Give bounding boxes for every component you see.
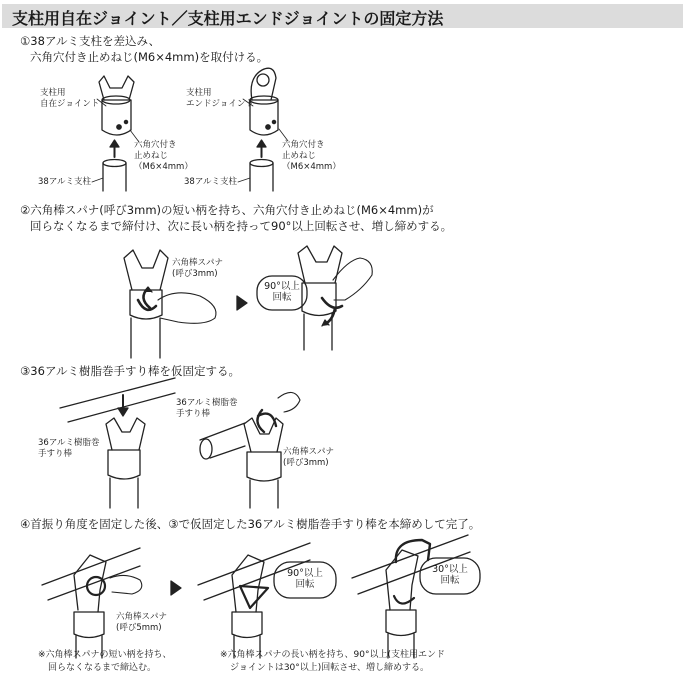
label-rotation-30: 30°以上 回転 [432, 564, 468, 586]
step4-left-illustration [42, 548, 142, 658]
step3-line1: ③36アルミ樹脂巻手すり棒を仮固定する。 [20, 364, 240, 378]
label-wrench-3mm: 六角棒スパナ (呼び3mm) [172, 258, 224, 279]
label-end-joint: 支柱用 エンドジョイント [186, 88, 254, 109]
step2-line1: ②六角棒スパナ(呼び3mm)の短い柄を持ち、六角穴付き止めねじ(M6×4mm)が [20, 203, 434, 217]
label-screw-b: 六角穴付き 止めねじ （M6×4mm） [282, 140, 341, 172]
step1-line2: 六角穴付き止めねじ(M6×4mm)を取付ける。 [30, 50, 269, 64]
label-pole-b: 38アルミ支柱 [184, 177, 237, 187]
free-joint-illustration [99, 76, 134, 191]
label-pole-a: 38アルミ支柱 [38, 177, 91, 187]
end-joint-illustration [250, 68, 278, 191]
label-wrench-5mm: 六角棒スパナ (呼び5mm) [116, 612, 168, 633]
step-arrow-2 [171, 581, 181, 595]
label-rail-right: 36アルミ樹脂巻 手すり棒 [176, 398, 238, 419]
note-left: ※六角棒スパナの短い柄を持ち、 回らなくなるまで締込む。 [38, 650, 172, 673]
page-title: 支柱用自在ジョイント／支柱用エンドジョイントの固定方法 [12, 9, 444, 28]
step4-middle-illustration [198, 543, 336, 658]
step-arrow-1 [237, 296, 247, 310]
step2-line2: 回らなくなるまで締付け、次に長い柄を持って90°以上回転させ、増し締めする。 [30, 219, 453, 233]
label-rotation-90-b: 90°以上 回転 [287, 568, 323, 590]
step1-line1: ①38アルミ支柱を差込み、 [20, 34, 161, 48]
label-rotation-90: 90°以上 回転 [264, 281, 300, 303]
label-screw-a: 六角穴付き 止めねじ （M6×4mm） [134, 140, 193, 172]
label-wrench-3mm-b: 六角棒スパナ (呼び3mm) [283, 447, 335, 468]
step4-right-illustration [352, 535, 480, 658]
note-right: ※六角棒スパナの長い柄を持ち、90°以上(支柱用エンド ジョイントは30°以上)回転させ、増し締めする。 [220, 650, 446, 673]
step4-line1: ④首振り角度を固定した後、③で仮固定した36アルミ樹脂巻手すり棒を本締めして完了。 [20, 517, 481, 531]
label-rail-left: 36アルミ樹脂巻 手すり棒 [38, 438, 100, 459]
label-free-joint: 支柱用 自在ジョイント [40, 88, 100, 109]
